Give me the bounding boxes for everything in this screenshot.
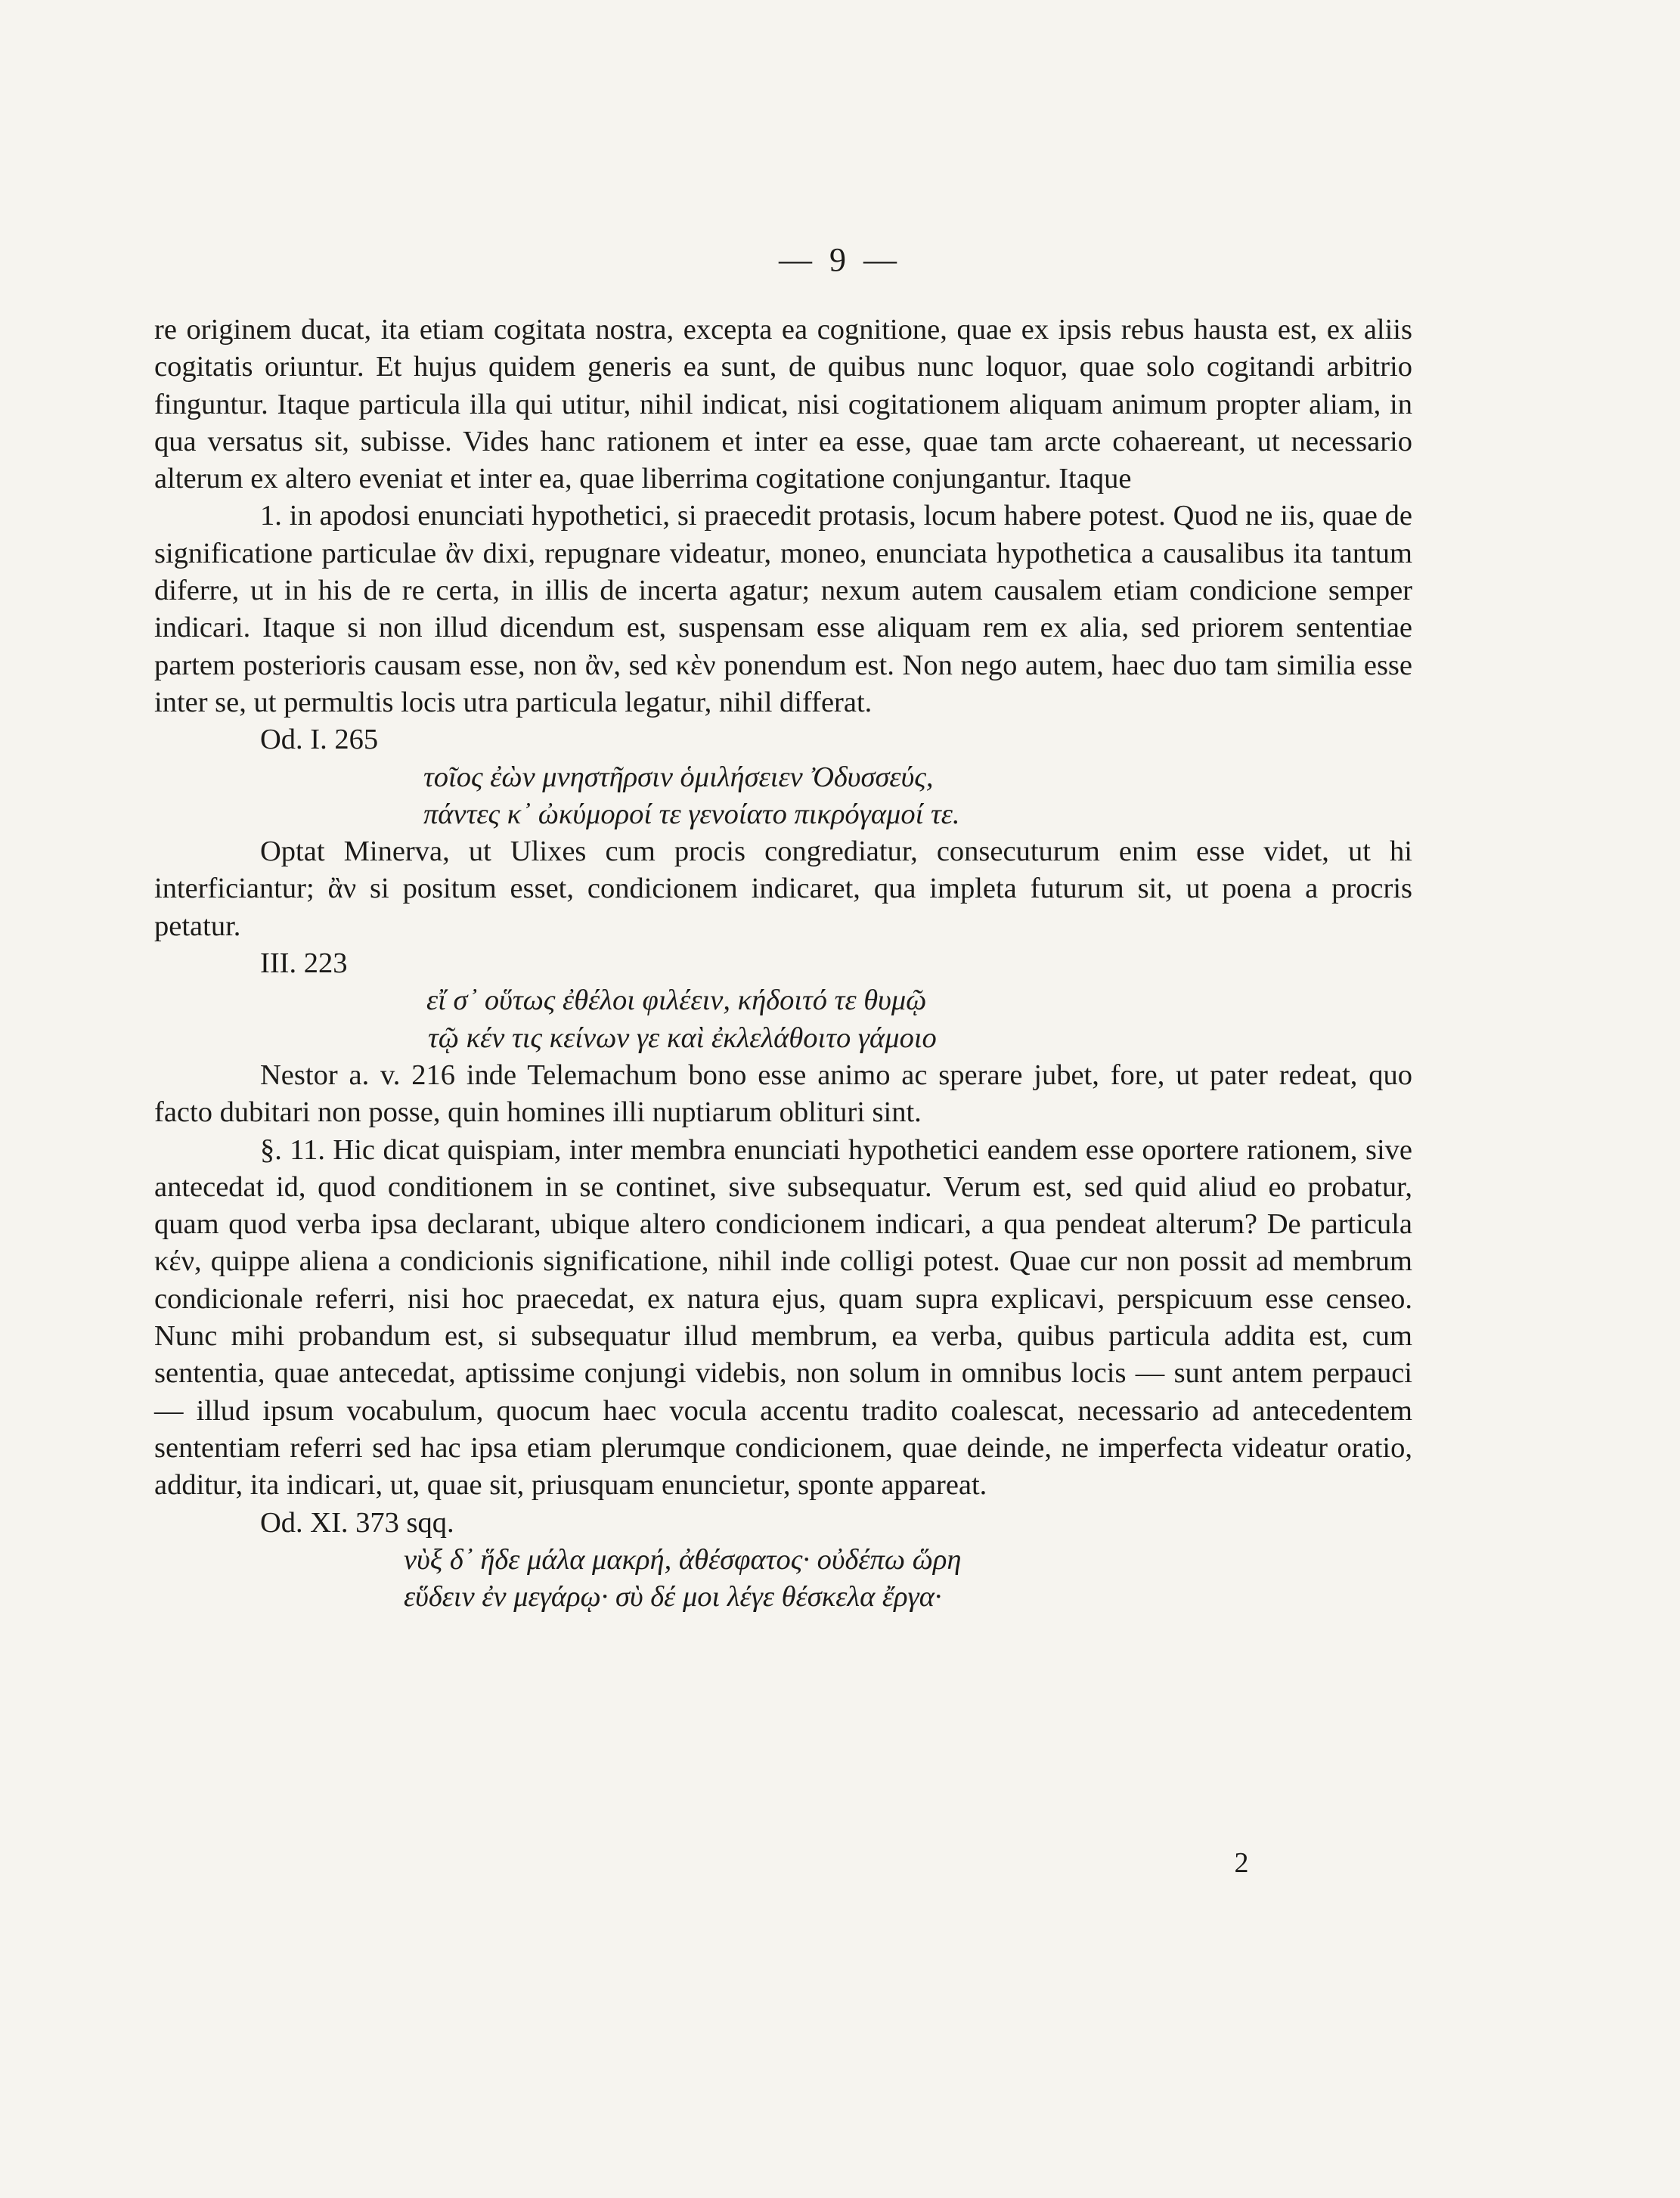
greek-verse-2a: εἴ σ᾽ οὕτως ἐθέλοι φιλέειν, κήδοιτό τε θυμῷ xyxy=(426,984,927,1017)
greek-verse-2b: τῷ κέν τις κείνων γε καὶ ἐκλελάθοιτο γάμοιο xyxy=(428,1021,937,1054)
paragraph-3: Optat Minerva, ut Ulixes cum procis congrediatur, consecuturum enim esse videt, ut hi interficiantur; ἂν si positum esset, condicionem indicaret, qua impleta futurum sit, ut poena a procris petatur. xyxy=(154,835,1412,942)
greek-verse-3b: εὕδειν ἐν μεγάρῳ· σὺ δέ μοι λέγε θέσκελα ἔργα· xyxy=(404,1581,942,1614)
citation-3-223: III. 223 xyxy=(260,947,348,980)
paragraph-1: re originem ducat, ita etiam cogitata nostra, excepta ea cognitione, quae ex ipsis rebus hausta est, ex aliis cogitatis oriuntur. Et hujus quidem generis ea sunt, de quibus nunc loquor, quae solo cogitandi arbitrio finguntur. Itaque particula illa qui utitur, nihil indicat, nisi cogitationem aliquam animum propter aliam, in qua versatus sit, subisse. Vides hanc rationem et inter ea esse, quae tam arcte cohaereant, ut necessario alterum ex altero eveniat et inter ea, quae liberrima cogitatione conjungantur. Itaque xyxy=(154,314,1412,495)
citation-od-1-265: Od. I. 265 xyxy=(260,724,379,756)
greek-verse-1b: πάντες κ᾽ ὠκύμοροί τε γενοίατο πικρόγαμοί τε. xyxy=(423,798,960,830)
paragraph-2: 1. in apodosi enunciati hypothetici, si praecedit protasis, locum habere potest. Quod ne iis, quae de significatione particulae ἂν dixi, repugnare videatur, moneo, enunciata hypothetica a causalibus ita tantum diferre, ut in his de re certa, in illis de incerta agatur; nexum autem causalem etiam condicione semper indicari. Itaque si non illud dicendum est, suspensam esse aliquam rem ex alia, sed priorem sententiae partem posterioris causam esse, non ἂν, sed κὲν ponendum est. Non nego autem, haec duo tam similia esse inter se, ut permultis locis utra particula legatur, nihil differat. xyxy=(154,500,1412,718)
greek-verse-1a: τοῖος ἐὼν μνηστῆρσιν ὁμιλήσειεν Ὀδυσσεύς, xyxy=(423,761,934,793)
citation-od-11-373: Od. XI. 373 sqq. xyxy=(260,1506,454,1539)
paragraph-5-section-11: §. 11. Hic dicat quispiam, inter membra enunciati hypothetici eandem esse oportere rationem, sive antecedat id, quod conditionem in se continet, sive subsequatur. Verum est, sed quid aliud eo probatur, quam quod verba ipsa declarant, ubique altero condicionem indicari, a qua pendeat alterum? De particula κέν, quippe aliena a condicionis significatione, nihil inde colligi potest. Quae cur non possit ad membrum condicionale referri, nisi hoc praecedat, ex natura ejus, quam supra explicavi, perspicuum esse censeo. Nunc mihi probandum est, si subsequatur illud membrum, ea verba, quibus particula addita est, cum sententia, quae antecedat, aptissime conjungi videbis, non solum in omnibus locis — sunt antem perpauci — illud ipsum vocabulum, quocum haec vocula accentu tradito coalescat, necessario ad antecedentem sententiam referri sed hac ipsa etiam plerumque condicionem, quae deinde, ne imperfecta videatur oratio, additur, ita indicari, ut, quae sit, priusquam enuncietur, sponte appareat. xyxy=(154,1133,1412,1502)
page-number: — 9 — xyxy=(779,241,901,278)
signature-mark: 2 xyxy=(1234,1847,1249,1879)
text-block xyxy=(154,312,1412,1616)
greek-verse-3a: νὺξ δ᾽ ἥδε μάλα μακρή, ἀθέσφατος· οὐδέπω ὥρη xyxy=(404,1543,962,1576)
paragraph-4: Nestor a. v. 216 inde Telemachum bono esse animo ac sperare jubet, fore, ut pater redeat, quo facto dubitari non posse, quin homines illi nuptiarum oblituri sint. xyxy=(154,1059,1412,1129)
